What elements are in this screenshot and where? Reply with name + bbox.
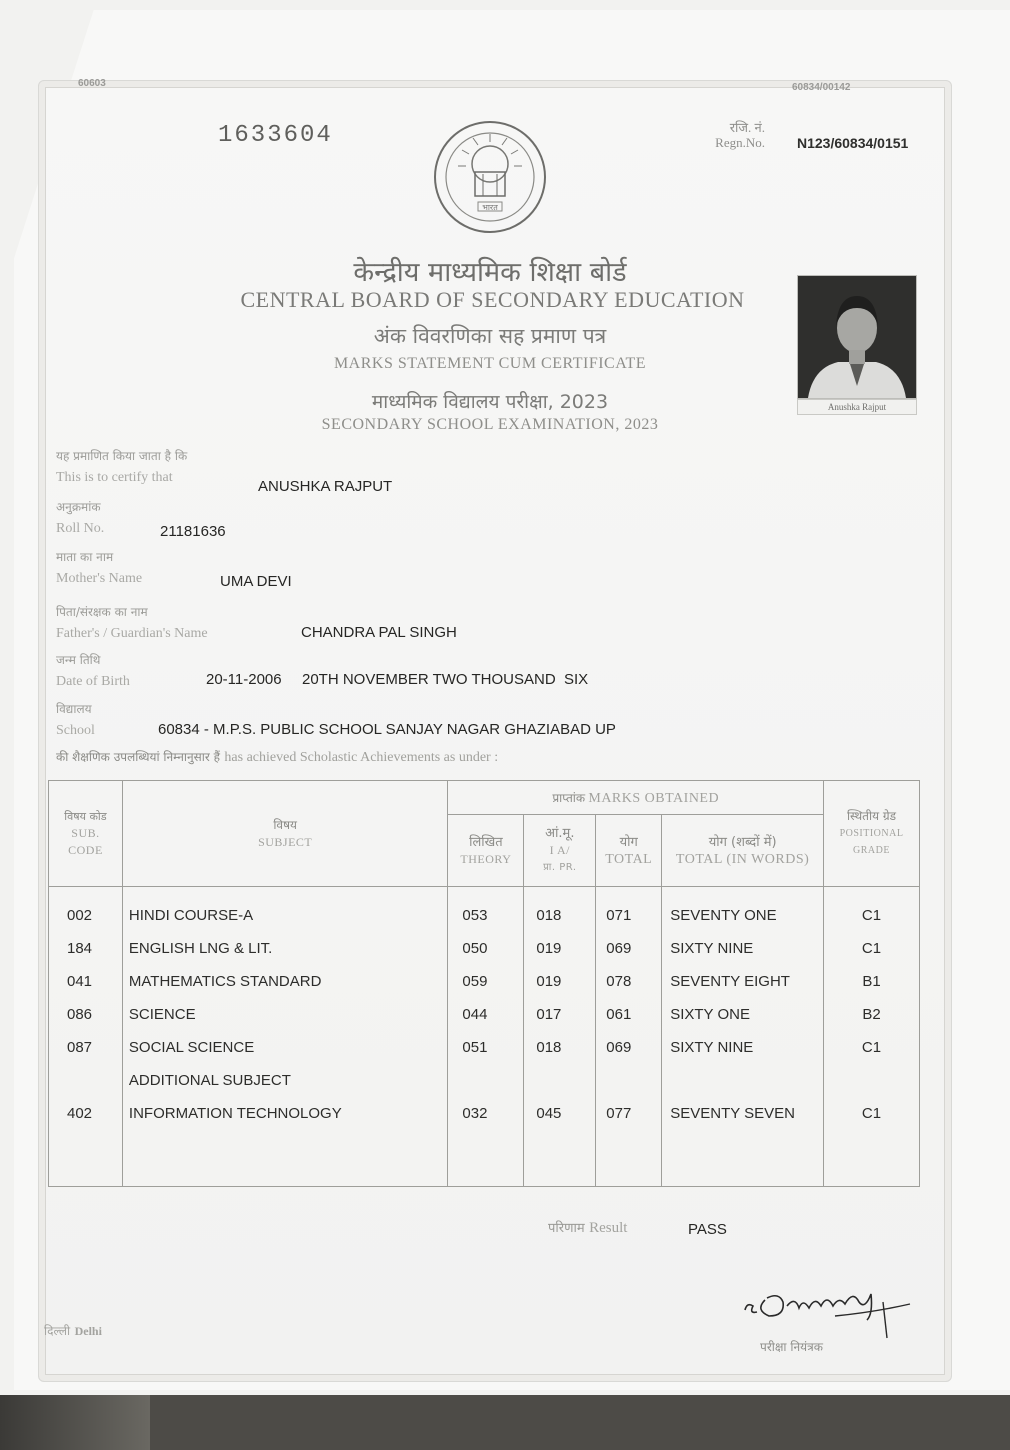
serial-number: 1633604 (218, 122, 333, 149)
header-words-en: TOTAL (IN WORDS) (675, 851, 810, 867)
row-1-ia: 019 (536, 940, 562, 957)
row-4-theory: 051 (462, 1039, 488, 1056)
header-code-en2: CODE (68, 843, 103, 857)
top-right-code: 60834/00142 (792, 82, 851, 93)
header-theory-hi: लिखित (469, 834, 503, 850)
row-4-grade: C1 (861, 1039, 882, 1056)
row-3-total: 061 (606, 1006, 632, 1023)
father-label-en: Father's / Guardian's Name (56, 626, 208, 641)
header-total-en: TOTAL (605, 851, 653, 867)
dob-label-en: Date of Birth (56, 674, 130, 689)
row-0-code: 002 (67, 907, 93, 924)
dob-label-hi: जन्म तिथि (56, 653, 101, 667)
spacer (536, 1064, 595, 1097)
spacer (606, 1064, 661, 1097)
header-marks-en: MARKS OBTAINED (588, 790, 720, 806)
place-label (44, 1322, 102, 1340)
row-add-subject: INFORMATION TECHNOLOGY (128, 1105, 342, 1122)
header-marks-obtained (448, 781, 824, 815)
row-3-ia: 017 (536, 1006, 562, 1023)
col-ia (524, 887, 596, 1187)
row-3-words: SIXTY ONE (670, 1006, 750, 1023)
board-name-hindi: केन्द्रीय माध्यमिक शिक्षा बोर्ड (353, 257, 627, 288)
photo-caption: Anushka Rajput (797, 399, 917, 415)
header-grade (824, 781, 920, 887)
row-add-ia: 045 (536, 1105, 562, 1122)
row-3-subject: SCIENCE (128, 1006, 196, 1023)
row-add-code: 402 (67, 1105, 93, 1122)
row-2-total: 078 (606, 973, 632, 990)
board-name-english: CENTRAL BOARD OF SECONDARY EDUCATION (240, 287, 745, 312)
doc-title-hindi: अंक विवरणिका सह प्रमाण पत्र (373, 324, 607, 348)
header-code-hi: विषय कोड (64, 810, 107, 823)
mother-label-en: Mother's Name (56, 571, 143, 586)
col-total (596, 887, 662, 1187)
col-grade (824, 887, 920, 1187)
header-marks-hi: प्राप्तांक (552, 790, 586, 805)
row-add-grade: C1 (861, 1105, 882, 1122)
header-ia (524, 815, 596, 887)
header-subject-hi: विषय (273, 817, 298, 832)
header-total-words (662, 815, 824, 887)
header-total (596, 815, 662, 887)
row-2-subject: MATHEMATICS STANDARD (128, 973, 322, 990)
exam-name-hindi: माध्यमिक विद्यालय परीक्षा, 2023 (371, 391, 609, 413)
row-add-words: SEVENTY SEVEN (670, 1105, 795, 1122)
result-label-en: Result (589, 1220, 628, 1236)
regn-label (680, 120, 765, 150)
header-words-hi: योग (शब्दों में) (708, 834, 777, 850)
dob-words: 20TH NOVEMBER TWO THOUSAND SIX (302, 671, 589, 688)
father-label-hi: पिता/संरक्षक का नाम (56, 605, 148, 619)
regn-label-en: Regn.No. (715, 135, 765, 150)
marks-table (48, 780, 920, 1187)
school-name: 60834 - M.P.S. PUBLIC SCHOOL SANJAY NAGAR GHAZIABAD UP (158, 721, 616, 738)
header-theory (448, 815, 524, 887)
row-2-theory: 059 (462, 973, 488, 990)
student-name: ANUSHKA RAJPUT (258, 478, 393, 495)
row-0-words: SEVENTY ONE (670, 907, 777, 924)
result-value: PASS (688, 1221, 727, 1238)
row-2-code: 041 (67, 973, 93, 990)
row-add-theory: 032 (462, 1105, 488, 1122)
achievement-line (56, 748, 498, 766)
row-1-code: 184 (67, 940, 93, 957)
school-label-en: School (56, 723, 95, 738)
row-add-total: 077 (606, 1105, 632, 1122)
row-3-theory: 044 (462, 1006, 488, 1023)
student-photo (797, 275, 917, 399)
header-ia-hi: आं.मू. (545, 826, 575, 841)
row-0-theory: 053 (462, 907, 488, 924)
regn-label-hi: रजि. नं. (729, 120, 765, 135)
certify-label-hi: यह प्रमाणित किया जाता है कि (56, 449, 188, 463)
header-code-en1: SUB. (71, 826, 100, 840)
seal-emblem-text: भारत (482, 203, 498, 212)
col-theory (448, 887, 524, 1187)
row-0-total: 071 (606, 907, 632, 924)
header-theory-en: THEORY (460, 851, 512, 866)
header-subject (122, 781, 448, 887)
header-subject-en: SUBJECT (258, 834, 313, 849)
row-4-code: 087 (67, 1039, 93, 1056)
place-en: Delhi (74, 1324, 102, 1338)
row-1-total: 069 (606, 940, 632, 957)
row-3-code: 086 (67, 1006, 93, 1023)
roll-label-hi: अनुक्रमांक (56, 500, 101, 514)
achievement-line-hi: की शैक्षणिक उपलब्धियां निम्नानुसार हैं (56, 750, 220, 764)
dob-value: 20-11-2006 (206, 671, 282, 688)
school-label-hi: विद्यालय (56, 702, 92, 716)
row-1-words: SIXTY NINE (670, 940, 754, 957)
row-0-subject: HINDI COURSE-A (128, 907, 254, 924)
cbse-seal-icon (430, 112, 550, 242)
achievement-line-en: has achieved Scholastic Achievements as under : (224, 750, 499, 765)
col-total-words (662, 887, 824, 1187)
controller-label: परीक्षा नियंत्रक (760, 1340, 823, 1354)
header-ia-hi2: प्रा. PR. (543, 862, 577, 873)
mother-label-hi: माता का नाम (56, 550, 114, 564)
spacer (462, 1064, 523, 1097)
top-left-code: 60603 (78, 78, 106, 89)
header-ia-en: I A/ (549, 843, 570, 857)
row-4-ia: 018 (536, 1039, 562, 1056)
row-4-total: 069 (606, 1039, 632, 1056)
row-4-words: SIXTY NINE (670, 1039, 754, 1056)
mother-name: UMA DEVI (220, 573, 292, 590)
certify-label-en: This is to certify that (56, 470, 173, 485)
row-1-grade: C1 (861, 940, 882, 957)
spacer (670, 1064, 823, 1097)
father-name: CHANDRA PAL SINGH (301, 624, 457, 641)
roll-number: 21181636 (160, 523, 226, 540)
header-grade-hi: स्थितीय ग्रेड (846, 809, 897, 823)
doc-title-english: MARKS STATEMENT CUM CERTIFICATE (333, 355, 647, 372)
exam-name-english: SECONDARY SCHOOL EXAMINATION, 2023 (321, 416, 659, 433)
row-2-words: SEVENTY EIGHT (670, 973, 790, 990)
header-grade-en2: GRADE (853, 845, 890, 856)
place-hi: दिल्ली (44, 1324, 71, 1338)
spacer (824, 1064, 919, 1097)
row-3-grade: B2 (862, 1006, 881, 1023)
header-grade-en1: POSITIONAL (839, 828, 904, 839)
row-2-ia: 019 (536, 973, 562, 990)
spacer (67, 1064, 122, 1097)
row-0-ia: 018 (536, 907, 562, 924)
row-1-theory: 050 (462, 940, 488, 957)
result-label (548, 1218, 627, 1237)
col-subject (122, 887, 448, 1187)
col-code (49, 887, 123, 1187)
additional-subject-heading: ADDITIONAL SUBJECT (128, 1072, 291, 1089)
signature-icon (735, 1280, 915, 1340)
result-label-hi: परिणाम (548, 1221, 585, 1236)
row-2-grade: B1 (862, 973, 881, 990)
row-4-subject: SOCIAL SCIENCE (128, 1039, 255, 1056)
regn-number: N123/60834/0151 (797, 135, 909, 151)
row-1-subject: ENGLISH LNG & LIT. (128, 940, 273, 957)
roll-label-en: Roll No. (56, 521, 105, 536)
header-total-hi: योग (619, 834, 638, 850)
row-0-grade: C1 (861, 907, 882, 924)
header-sub-code (49, 781, 123, 887)
